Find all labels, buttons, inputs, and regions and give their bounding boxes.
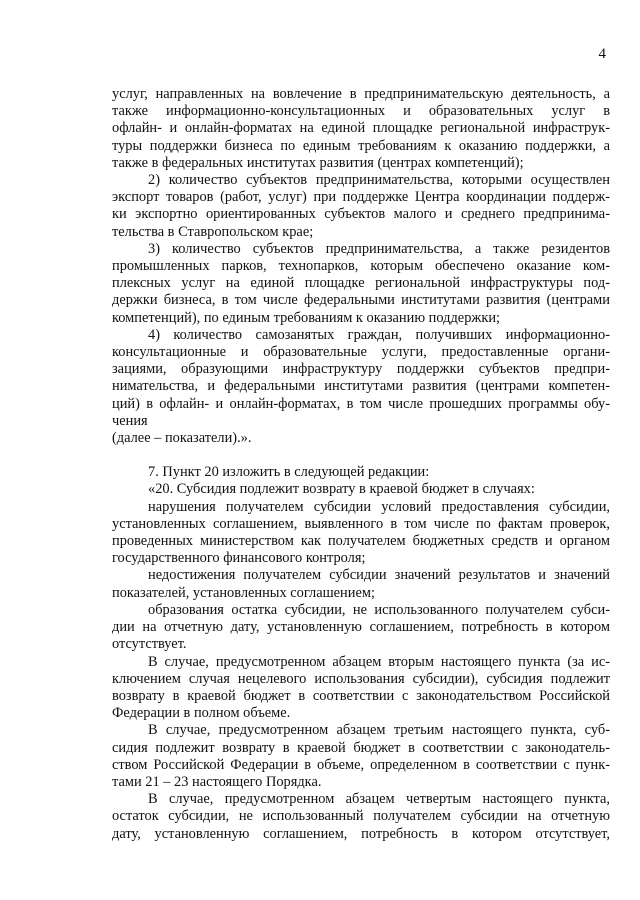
text-line: зациями, образующими инфраструктуру поддержки субъектов предпри- [112, 361, 610, 378]
text-line: «20. Субсидия подлежит возврату в краевой бюджет в случаях: [148, 481, 535, 498]
text-line: 3) количество субъектов предпринимательства, а также резидентов [148, 240, 610, 257]
text-line: возврату в краевой бюджет в соответствии с законодательством Российской [112, 687, 610, 704]
text-line: тельства в Ставропольском крае; [112, 223, 314, 240]
text-line: проведенных министерством как получателем бюджетных средств и органом [112, 533, 610, 550]
text-line: нарушения получателем субсидии условий предоставления субсидии, [148, 498, 610, 515]
paragraph-gap [112, 447, 610, 464]
text-line: экспорт товаров (работ, услуг) при поддержке Центра координации поддерж- [112, 189, 610, 206]
text-line: государственного финансового контроля; [112, 550, 366, 567]
text-line: ки экспортно ориентированных субъектов малого и среднего предпринима- [112, 206, 610, 223]
text-line: чения [112, 412, 148, 429]
text-line: дату, установленную соглашением, потребность в котором отсутствует, [112, 825, 610, 842]
text-line: сидия подлежит возврату в краевой бюджет в соответствии с законодатель- [112, 739, 610, 756]
text-line: ством Российской Федерации в объеме, определенном в соответствии с пунк- [112, 756, 610, 773]
text-line: туры поддержки бизнеса по единым требованиям к оказанию поддержки, а [112, 137, 610, 154]
text-line: В случае, предусмотренном абзацем четвертым настоящего пункта, [148, 791, 610, 808]
text-line: держки бизнеса, в том числе федеральными институтами развития (центрами [112, 292, 610, 309]
text-line: компетенций), по единым требованиям к оказанию поддержки; [112, 309, 501, 326]
text-line: показателей, установленных соглашением; [112, 584, 375, 601]
text-line: плексных услуг на единой площадке региональной инфраструктуры под- [112, 275, 610, 292]
text-line: В случае, предусмотренном абзацем вторым настоящего пункта (за ис- [148, 653, 610, 670]
text-line: тами 21 – 23 настоящего Порядка. [112, 773, 322, 790]
text-line: образования остатка субсидии, не использованного получателем субси- [148, 601, 610, 618]
text-line: установленных соглашением, выявленного в том числе по фактам проверок, [112, 515, 610, 532]
text-line: остаток субсидии, не использованный получателем субсидии на отчетную [112, 808, 610, 825]
text-line: В случае, предусмотренном абзацем третьим настоящего пункта, суб- [148, 722, 610, 739]
text-line: также информационно-консультационных и образовательных услуг в [112, 103, 610, 120]
document-body [112, 86, 610, 843]
text-line: услуг, направленных на вовлечение в предпринимательскую деятельность, а [112, 86, 610, 102]
text-line: консультационные и образовательные услуги, предоставленные органи- [112, 344, 610, 361]
text-line: ключением случая нецелевого использования субсидии), субсидия подлежит [112, 670, 610, 687]
text-line: также в федеральных институтах развития (центрах компетенций); [112, 154, 524, 171]
text-line: Федерации в полном объеме. [112, 705, 291, 722]
text-line: (далее – показатели).». [112, 430, 252, 447]
text-line: промышленных парков, технопарков, которым обеспечено оказание ком- [112, 258, 610, 275]
page-number: 4 [598, 46, 606, 62]
text-line: 2) количество субъектов предпринимательства, которыми осуществлен [148, 172, 610, 189]
text-line: нимательства, и федеральными институтами развития (центрами компетен- [112, 378, 610, 395]
text-line: отсутствует. [112, 636, 187, 653]
text-line: недостижения получателем субсидии значений результатов и значений [148, 567, 610, 584]
text-line: офлайн- и онлайн-форматах на единой площадке региональной инфраструк- [112, 120, 610, 137]
text-line: ций) в офлайн- и онлайн-форматах, в том числе прошедших программы обу- [112, 395, 610, 412]
text-line: дии на отчетную дату, установленную соглашением, потребность в котором [112, 619, 610, 636]
text-line: 7. Пункт 20 изложить в следующей редакции: [148, 464, 430, 481]
text-line: 4) количество самозанятых граждан, получивших информационно- [148, 326, 610, 343]
